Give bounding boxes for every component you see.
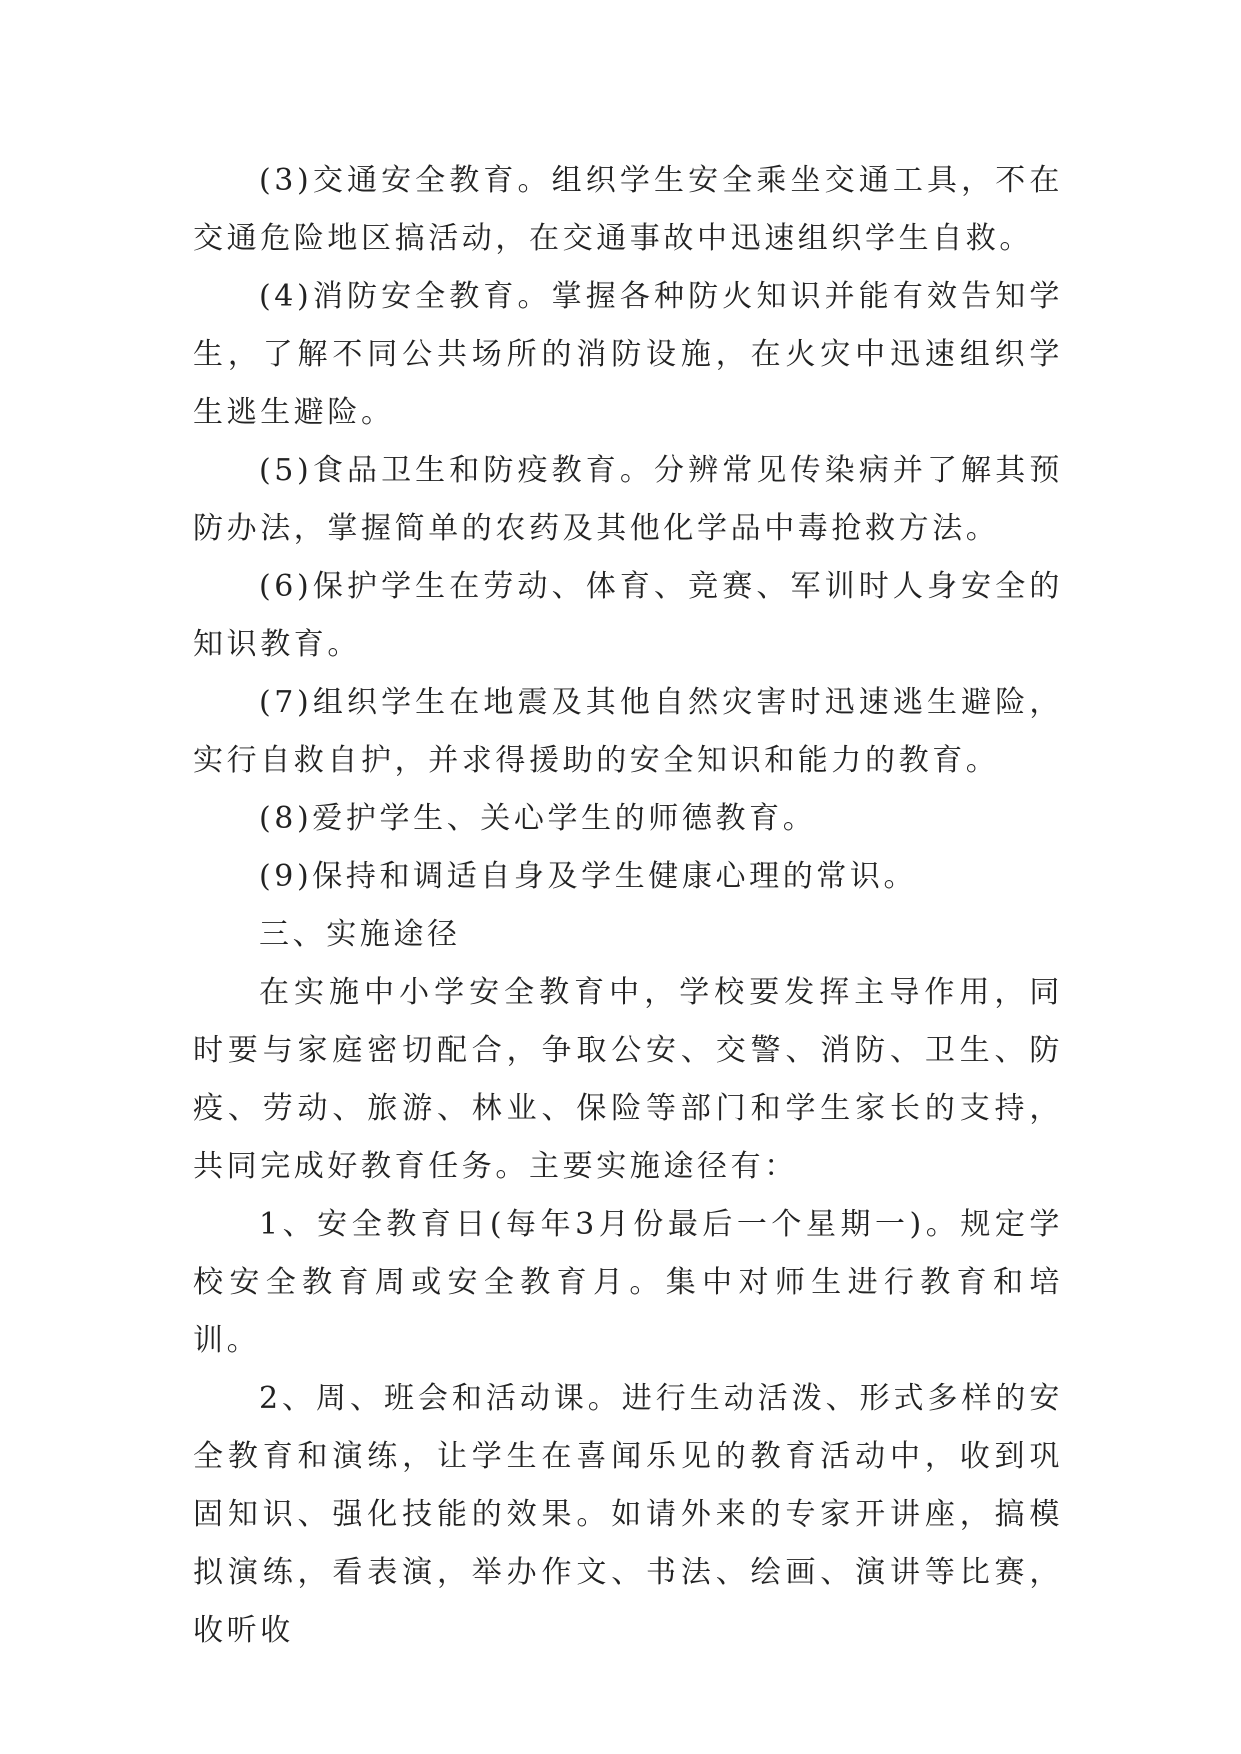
paragraph-activity-safety: (6)保护学生在劳动、体育、竞赛、军训时人身安全的知识教育。 — [193, 569, 1063, 662]
section-heading-implementation: 三、实施途径 — [259, 917, 461, 952]
paragraph-teacher-ethics: (8)爱护学生、关心学生的师德教育。 — [259, 801, 817, 836]
paragraph-safety-day: 1、安全教育日(每年3月份最后一个星期一)。规定学校安全教育周或安全教育月。集中对师生进行教育和培训。 — [193, 1207, 1063, 1358]
document-body — [193, 152, 1063, 1660]
paragraph-class-meetings: 2、周、班会和活动课。进行生动活泼、形式多样的安全教育和演练，让学生在喜闻乐见的教育活动中，收到巩固知识、强化技能的效果。如请外来的专家开讲座，搞模拟演练，看表演，举办作文、书法、绘画、演讲等比赛，收听收 — [193, 1381, 1063, 1648]
paragraph-food-hygiene: (5)食品卫生和防疫教育。分辨常见传染病并了解其预防办法，掌握简单的农药及其他化学品中毒抢救方法。 — [193, 453, 1063, 546]
paragraph-mental-health: (9)保持和调适自身及学生健康心理的常识。 — [259, 859, 918, 894]
paragraph-traffic-safety: (3)交通安全教育。组织学生安全乘坐交通工具，不在交通危险地区搞活动，在交通事故中迅速组织学生自救。 — [193, 163, 1063, 256]
paragraph-fire-safety: (4)消防安全教育。掌握各种防火知识并能有效告知学生，了解不同公共场所的消防设施，在火灾中迅速组织学生逃生避险。 — [193, 279, 1063, 430]
paragraph-implementation-intro: 在实施中小学安全教育中，学校要发挥主导作用，同时要与家庭密切配合，争取公安、交警、消防、卫生、防疫、劳动、旅游、林业、保险等部门和学生家长的支持，共同完成好教育任务。主要实施途径有： — [193, 975, 1063, 1184]
paragraph-disaster-escape: (7)组织学生在地震及其他自然灾害时迅速逃生避险，实行自救自护，并求得援助的安全知识和能力的教育。 — [193, 685, 1063, 778]
